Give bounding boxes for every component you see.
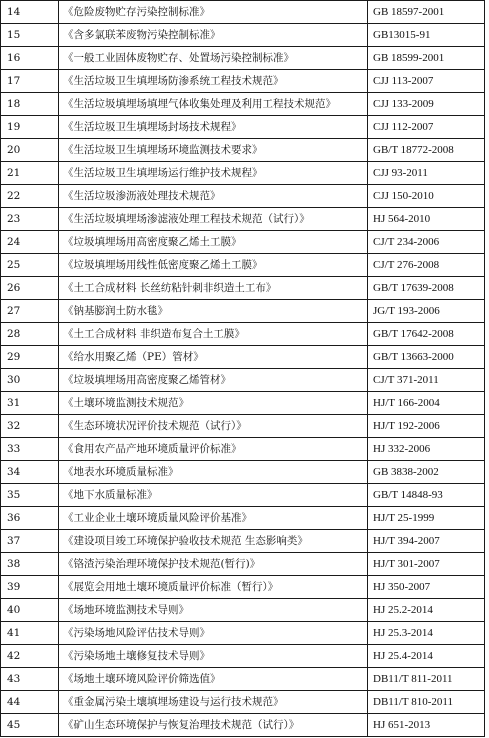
standard-code-cell: GB 18597-2001	[368, 1, 485, 24]
row-number-cell: 24	[1, 231, 59, 254]
standard-name-cell: 《生活垃圾渗沥液处理技术规范》	[59, 185, 368, 208]
row-number-cell: 14	[1, 1, 59, 24]
row-number-cell: 26	[1, 277, 59, 300]
table-row	[1, 369, 485, 392]
standard-code-cell: CJ/T 371-2011	[368, 369, 485, 392]
table-row	[1, 185, 485, 208]
table-row	[1, 300, 485, 323]
standard-code-cell: HJ 350-2007	[368, 576, 485, 599]
row-number-cell: 32	[1, 415, 59, 438]
row-number-cell: 33	[1, 438, 59, 461]
table-row	[1, 1, 485, 24]
standard-name-cell: 《含多氯联苯废物污染控制标准》	[59, 24, 368, 47]
standard-name-cell: 《危险废物贮存污染控制标准》	[59, 1, 368, 24]
standard-code-cell: DB11/T 811-2011	[368, 668, 485, 691]
row-number-cell: 27	[1, 300, 59, 323]
table-row	[1, 162, 485, 185]
standard-code-cell: HJ/T 192-2006	[368, 415, 485, 438]
standard-name-cell: 《垃圾填埋场用线性低密度聚乙烯土工膜》	[59, 254, 368, 277]
table-row	[1, 668, 485, 691]
standard-name-cell: 《场地土壤环境风险评价筛选值》	[59, 668, 368, 691]
standard-code-cell: CJJ 93-2011	[368, 162, 485, 185]
standard-code-cell: GB/T 14848-93	[368, 484, 485, 507]
standard-name-cell: 《垃圾填埋场用高密度聚乙烯管材》	[59, 369, 368, 392]
standard-name-cell: 《给水用聚乙烯（PE）管材》	[59, 346, 368, 369]
row-number-cell: 29	[1, 346, 59, 369]
row-number-cell: 34	[1, 461, 59, 484]
row-number-cell: 38	[1, 553, 59, 576]
standard-name-cell: 《土壤环境监测技术规范》	[59, 392, 368, 415]
standard-name-cell: 《土工合成材料 非织造布复合土工膜》	[59, 323, 368, 346]
table-row	[1, 93, 485, 116]
table-row	[1, 346, 485, 369]
table-row	[1, 438, 485, 461]
standard-code-cell: HJ 332-2006	[368, 438, 485, 461]
standard-code-cell: CJJ 133-2009	[368, 93, 485, 116]
standard-code-cell: GB/T 13663-2000	[368, 346, 485, 369]
standard-name-cell: 《垃圾填埋场用高密度聚乙烯土工膜》	[59, 231, 368, 254]
row-number-cell: 30	[1, 369, 59, 392]
standard-name-cell: 《生态环境状况评价技术规范（试行）》	[59, 415, 368, 438]
row-number-cell: 15	[1, 24, 59, 47]
row-number-cell: 19	[1, 116, 59, 139]
standard-name-cell: 《污染场地风险评估技术导则》	[59, 622, 368, 645]
table-row	[1, 507, 485, 530]
table-row	[1, 645, 485, 668]
standard-name-cell: 《生活垃圾卫生填埋场防渗系统工程技术规范》	[59, 70, 368, 93]
standard-name-cell: 《工业企业土壤环境质量风险评价基准》	[59, 507, 368, 530]
standard-code-cell: DB11/T 810-2011	[368, 691, 485, 714]
table-row	[1, 461, 485, 484]
standard-code-cell: CJ/T 276-2008	[368, 254, 485, 277]
standard-code-cell: HJ 25.3-2014	[368, 622, 485, 645]
table-row	[1, 231, 485, 254]
standard-code-cell: HJ 25.4-2014	[368, 645, 485, 668]
standard-code-cell: GB/T 18772-2008	[368, 139, 485, 162]
table-row	[1, 254, 485, 277]
row-number-cell: 21	[1, 162, 59, 185]
standard-code-cell: HJ/T 301-2007	[368, 553, 485, 576]
row-number-cell: 45	[1, 714, 59, 737]
row-number-cell: 25	[1, 254, 59, 277]
table-row	[1, 323, 485, 346]
standard-name-cell: 《建设项目竣工环境保护验收技术规范 生态影响类》	[59, 530, 368, 553]
standard-code-cell: HJ/T 25-1999	[368, 507, 485, 530]
table-row	[1, 622, 485, 645]
standard-name-cell: 《场地环境监测技术导则》	[59, 599, 368, 622]
row-number-cell: 18	[1, 93, 59, 116]
standard-code-cell: GB13015-91	[368, 24, 485, 47]
row-number-cell: 41	[1, 622, 59, 645]
standard-name-cell: 《地下水质量标准》	[59, 484, 368, 507]
standard-name-cell: 《污染场地土壤修复技术导则》	[59, 645, 368, 668]
table-row	[1, 116, 485, 139]
row-number-cell: 44	[1, 691, 59, 714]
standard-name-cell: 《钠基膨润土防水毯》	[59, 300, 368, 323]
table-row	[1, 576, 485, 599]
standard-name-cell: 《食用农产品产地环境质量评价标准》	[59, 438, 368, 461]
table-row	[1, 599, 485, 622]
row-number-cell: 16	[1, 47, 59, 70]
standard-name-cell: 《铬渣污染治理环境保护技术规范(暂行)》	[59, 553, 368, 576]
standard-name-cell: 《展览会用地土壤环境质量评价标准（暂行）》	[59, 576, 368, 599]
standard-code-cell: HJ 564-2010	[368, 208, 485, 231]
row-number-cell: 43	[1, 668, 59, 691]
standard-code-cell: HJ 25.2-2014	[368, 599, 485, 622]
standard-name-cell: 《土工合成材料 长丝纺粘针刺非织造土工布》	[59, 277, 368, 300]
standard-name-cell: 《矿山生态环境保护与恢复治理技术规范（试行）》	[59, 714, 368, 737]
table-row	[1, 553, 485, 576]
standard-name-cell: 《生活垃圾卫生填埋场环境监测技术要求》	[59, 139, 368, 162]
row-number-cell: 39	[1, 576, 59, 599]
standard-code-cell: CJJ 112-2007	[368, 116, 485, 139]
standard-code-cell: HJ/T 394-2007	[368, 530, 485, 553]
standard-name-cell: 《一般工业固体废物贮存、处置场污染控制标准》	[59, 47, 368, 70]
table-row	[1, 530, 485, 553]
standard-code-cell: GB/T 17639-2008	[368, 277, 485, 300]
table-row	[1, 484, 485, 507]
table-row	[1, 139, 485, 162]
standard-code-cell: GB 3838-2002	[368, 461, 485, 484]
row-number-cell: 37	[1, 530, 59, 553]
row-number-cell: 22	[1, 185, 59, 208]
table-row	[1, 277, 485, 300]
standard-name-cell: 《生活垃圾卫生填埋场封场技术规程》	[59, 116, 368, 139]
standard-code-cell: HJ 651-2013	[368, 714, 485, 737]
standards-table-body	[1, 1, 485, 737]
row-number-cell: 40	[1, 599, 59, 622]
standard-code-cell: CJJ 150-2010	[368, 185, 485, 208]
row-number-cell: 20	[1, 139, 59, 162]
standard-code-cell: GB/T 17642-2008	[368, 323, 485, 346]
standard-name-cell: 《重金属污染土壤填埋场建设与运行技术规范》	[59, 691, 368, 714]
row-number-cell: 23	[1, 208, 59, 231]
standard-name-cell: 《地表水环境质量标准》	[59, 461, 368, 484]
table-row	[1, 392, 485, 415]
table-row	[1, 691, 485, 714]
table-row	[1, 70, 485, 93]
standard-code-cell: GB 18599-2001	[368, 47, 485, 70]
row-number-cell: 36	[1, 507, 59, 530]
standard-name-cell: 《生活垃圾卫生填埋场运行维护技术规程》	[59, 162, 368, 185]
row-number-cell: 31	[1, 392, 59, 415]
standard-name-cell: 《生活垃圾填埋场填埋气体收集处理及利用工程技术规范》	[59, 93, 368, 116]
standard-name-cell: 《生活垃圾填埋场渗滤液处理工程技术规范（试行）》	[59, 208, 368, 231]
standard-code-cell: JG/T 193-2006	[368, 300, 485, 323]
standard-code-cell: HJ/T 166-2004	[368, 392, 485, 415]
row-number-cell: 28	[1, 323, 59, 346]
row-number-cell: 42	[1, 645, 59, 668]
row-number-cell: 17	[1, 70, 59, 93]
row-number-cell: 35	[1, 484, 59, 507]
standard-code-cell: CJ/T 234-2006	[368, 231, 485, 254]
table-row	[1, 415, 485, 438]
table-row	[1, 714, 485, 737]
table-row	[1, 47, 485, 70]
table-row	[1, 208, 485, 231]
table-row	[1, 24, 485, 47]
standard-code-cell: CJJ 113-2007	[368, 70, 485, 93]
